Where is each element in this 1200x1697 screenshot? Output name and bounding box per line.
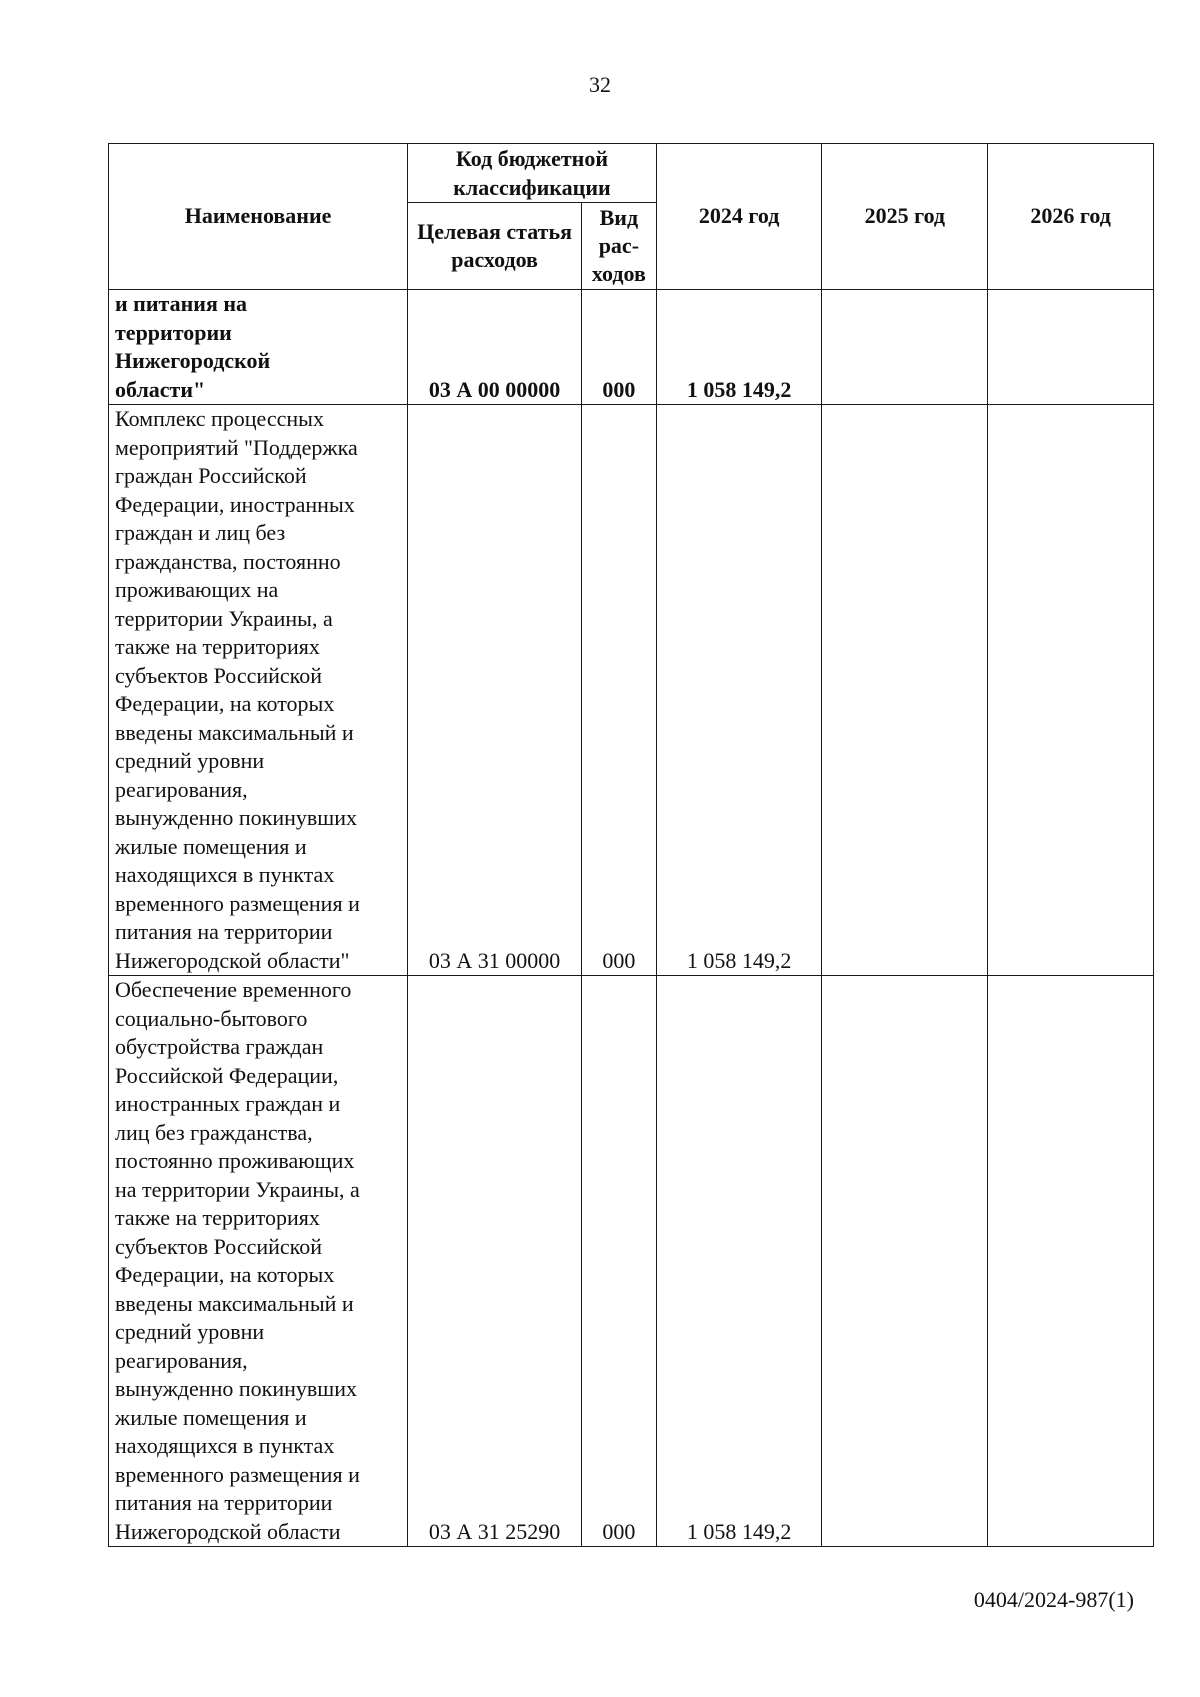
table-header-row-1 [109,144,1154,203]
table-row [109,976,1154,1547]
row-name: Обеспечение временного социально-бытового обустройства граждан Российской Федерации, иностранных граждан и лиц без гражданства, постоянно проживающих на территории Украины, а также на территориях субъектов Российской Федерации, на которых введены максимальный и средний уровни реагирования, вынужденно покинувших жилые помещения и находящихся в пунктах временного размещения и питания на территории Нижегородской области [109,976,408,1547]
page-number: 32 [589,72,611,97]
row-year-2025 [822,976,988,1547]
row-name: и питания на территории Нижегородской области" [109,290,408,405]
budget-table [108,143,1154,1547]
row-year-2025 [822,290,988,405]
row-year-2026 [988,290,1154,405]
row-expense-kind: 000 [581,290,656,405]
row-year-2024: 1 058 149,2 [656,976,822,1547]
row-expense-kind: 000 [581,405,656,976]
header-year-2025: 2025 год [822,144,988,290]
row-year-2024: 1 058 149,2 [656,290,822,405]
header-year-2024: 2024 год [656,144,822,290]
row-expense-kind: 000 [581,976,656,1547]
row-target-article: 03 А 31 00000 [408,405,582,976]
row-target-article: 03 А 00 00000 [408,290,582,405]
row-year-2026 [988,976,1154,1547]
table-row [109,405,1154,976]
row-target-article: 03 А 31 25290 [408,976,582,1547]
row-year-2024: 1 058 149,2 [656,405,822,976]
row-year-2025 [822,405,988,976]
header-target-article: Целевая статья расходов [408,203,582,290]
row-year-2026 [988,405,1154,976]
header-year-2026: 2026 год [988,144,1154,290]
header-budget-code-group: Код бюджетной классификации [408,144,657,203]
header-expense-kind: Вид рас-ходов [581,203,656,290]
table-row [109,290,1154,405]
document-code: 0404/2024-987(1) [973,1587,1134,1612]
row-name: Комплекс процессных мероприятий "Поддержка граждан Российской Федерации, иностранных граждан и лиц без гражданства, постоянно проживающих на территории Украины, а также на территориях субъектов Российской Федерации, на которых введены максимальный и средний уровни реагирования, вынужденно покинувших жилые помещения и находящихся в пунктах временного размещения и питания на территории Нижегородской области" [109,405,408,976]
header-name: Наименование [109,144,408,290]
